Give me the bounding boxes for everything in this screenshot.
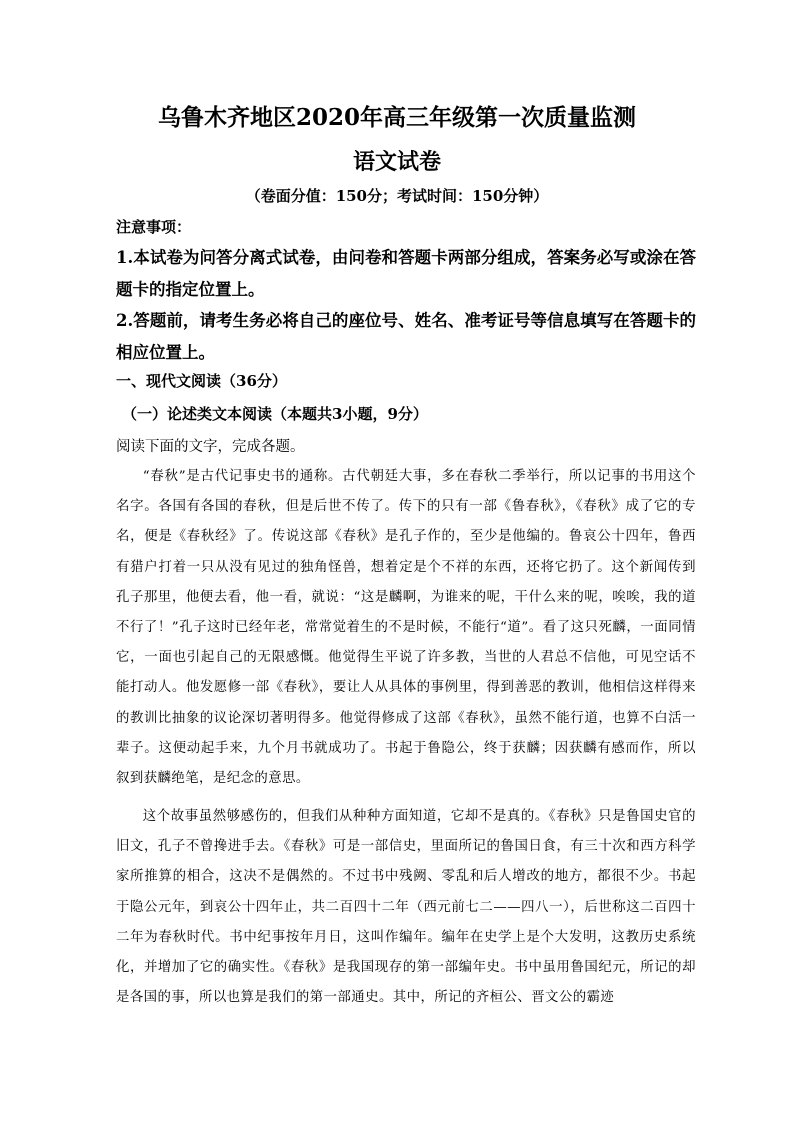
subsection-heading: （一）论述类文本阅读（本题共3小题，9分） [122, 405, 428, 423]
reading-paragraph: “春秋”是古代记事史书的通称。古代朝廷大事，多在春秋二季举行，所以记事的书用这个名字。各国有各国的春秋，但是后世不传了。传下的只有一部《鲁春秋》，《春秋》成了它的专名，便是《春秋经》了。传说这部《春秋》是孔子作的，至少是他编的。鲁哀公十四年，鲁西有猎户打着一只从没有见过的独角怪兽，想着定是个不祥的东西，还将它扔了。这个新闻传到孔子那里，他便去看，他一看，就说：“这是麟啊，为谁来的呢，干什么来的呢，唉唉，我的道不行了！”孔子这时已经年老，常常觉着生的不是时候，不能行“道”。看了这只死麟，一面同情它，一面也引起自己的无限感慨。他觉得生平说了许多教，当世的人君总不信他，可见空话不能打动人。他发愿修一部《春秋》，要让人从具体的事例里，得到善恶的教训，他相信这样得来的教训比抽象的议论深切著明得多。他觉得修成了这部《春秋》，虽然不能行道，也算不白活一辈子。这便动起手来，九个月书就成功了。书起于鲁隐公，终于获麟；因获麟有感而作，所以叙到获麟绝笔，是纪念的意思。 [116, 469, 696, 787]
reading-instruction: 阅读下面的文字，完成各题。 [116, 439, 305, 455]
exam-title: 乌鲁木齐地区2020年高三年级第一次质量监测 [157, 104, 636, 131]
section-heading: 一、现代文阅读（36分） [116, 372, 287, 390]
reading-paragraph: 这个故事虽然够感伤的，但我们从种种方面知道，它却不是真的。《春秋》只是鲁国史官的旧文，孔子不曾搀进手去。《春秋》可是一部信史，里面所记的鲁国日食，有三十次和西方科学家所推算的相合，这决不是偶然的。不过书中残阙、零乱和后人增改的地方，都很不少。书起于隐公元年，到哀公十四年止，共二百四十二年（西元前七二——四八一），后世称这二百四十二年为春秋时代。书中纪事按年月日，这叫作编年。编年在史学上是个大发明，这教历史系统化，并增加了它的确实性。《春秋》是我国现存的第一部编年史。书中虽用鲁国纪元，所记的却是各国的事，所以也算是我们的第一部通史。其中，所记的齐桓公、晋文公的霸迹 [116, 809, 696, 1006]
note-item: 1.本试卷为问答分离式试卷，由问卷和答题卡两部分组成，答案务必写或涂在答题卡的指定位置上。 [116, 248, 696, 299]
note-item: 2.答题前，请考生务必将自己的座位号、姓名、准考证号等信息填写在答题卡的相应位置上。 [116, 311, 696, 362]
exam-subtitle: 语文试卷 [352, 149, 441, 175]
exam-info: （卷面分值：150分；考试时间：150分钟） [245, 187, 549, 205]
notes-heading: 注意事项： [116, 218, 192, 236]
